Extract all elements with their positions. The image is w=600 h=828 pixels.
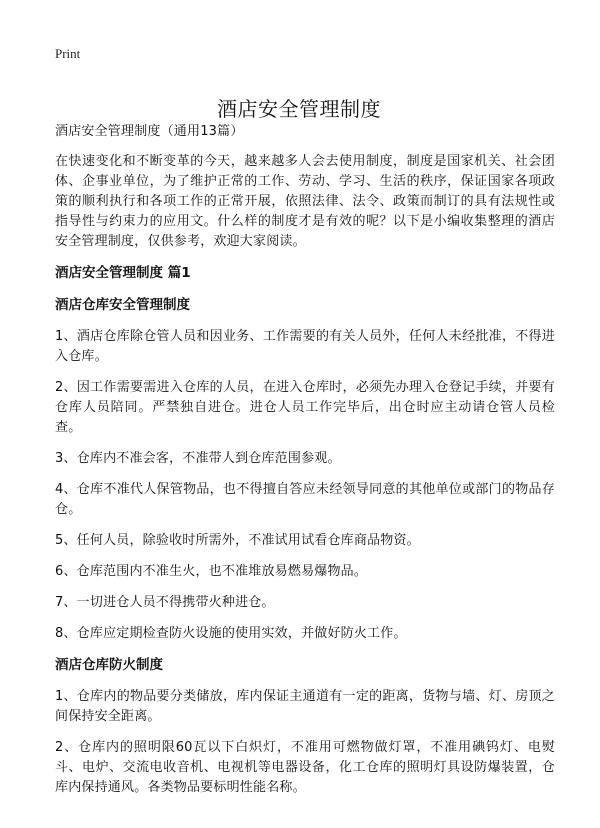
list-item: 4、仓库不准代人保管物品，也不得擅自答应未经领导同意的其他单位或部门的物品存仓。 bbox=[55, 482, 555, 517]
list-item: 5、任何人员，除验收时所需外，不准试用试看仓库商品物资。 bbox=[55, 533, 420, 548]
document-title: 酒店安全管理制度 bbox=[217, 97, 381, 122]
list-item: 1、仓库内的物品要分类储放，库内保证主通道有一定的距离，货物与墙、灯、房顶之间保持安全距离。 bbox=[55, 689, 555, 724]
section-heading-warehouse-safety: 酒店仓库安全管理制度 bbox=[55, 297, 190, 313]
list-item: 8、仓库应定期检查防火设施的使用实效，并做好防火工作。 bbox=[55, 626, 407, 641]
part-heading: 酒店安全管理制度 篇1 bbox=[55, 265, 191, 281]
list-item: 2、仓库内的照明限60瓦以下白炽灯，不准用可燃物做灯罩，不准用碘钨灯、电熨斗、电炉、交流电收音机、电视机等电器设备，化工仓库的照明灯具设防爆装置，仓库内保持通风。各类物品要标明性能名称。 bbox=[55, 740, 555, 795]
document-subtitle: 酒店安全管理制度（通用13篇） bbox=[55, 124, 244, 139]
print-label: Print bbox=[55, 46, 81, 61]
section-heading-fire-prevention: 酒店仓库防火制度 bbox=[55, 657, 163, 673]
list-item: 7、一切进仓人员不得携带火种进仓。 bbox=[55, 595, 275, 610]
list-item: 3、仓库内不准会客，不准带人到仓库范围参观。 bbox=[55, 451, 341, 466]
list-item: 1、酒店仓库除仓管人员和因业务、工作需要的有关人员外，任何人未经批准，不得进入仓库。 bbox=[55, 329, 555, 364]
document-body bbox=[55, 122, 555, 809]
intro-paragraph: 在快速变化和不断变革的今天，越来越多人会去使用制度，制度是国家机关、社会团体、企事业单位，为了维护正常的工作、劳动、学习、生活的秩序，保证国家各项政策的顺利执行和各项工作的正常开展，依照法律、法令、政策而制订的具有法规性或指导性与约束力的应用文。什么样的制度才是有效的呢？以下是小编收集整理的酒店安全管理制度，仅供参考，欢迎大家阅读。 bbox=[55, 154, 555, 249]
list-item: 2、因工作需要需进入仓库的人员，在进入仓库时，必须先办理入仓登记手续，并要有仓库人员陪同。严禁独自进仓。进仓人员工作完毕后，出仓时应主动请仓管人员检查。 bbox=[55, 380, 555, 435]
list-item: 6、仓库范围内不准生火，也不准堆放易燃易爆物品。 bbox=[55, 564, 368, 579]
